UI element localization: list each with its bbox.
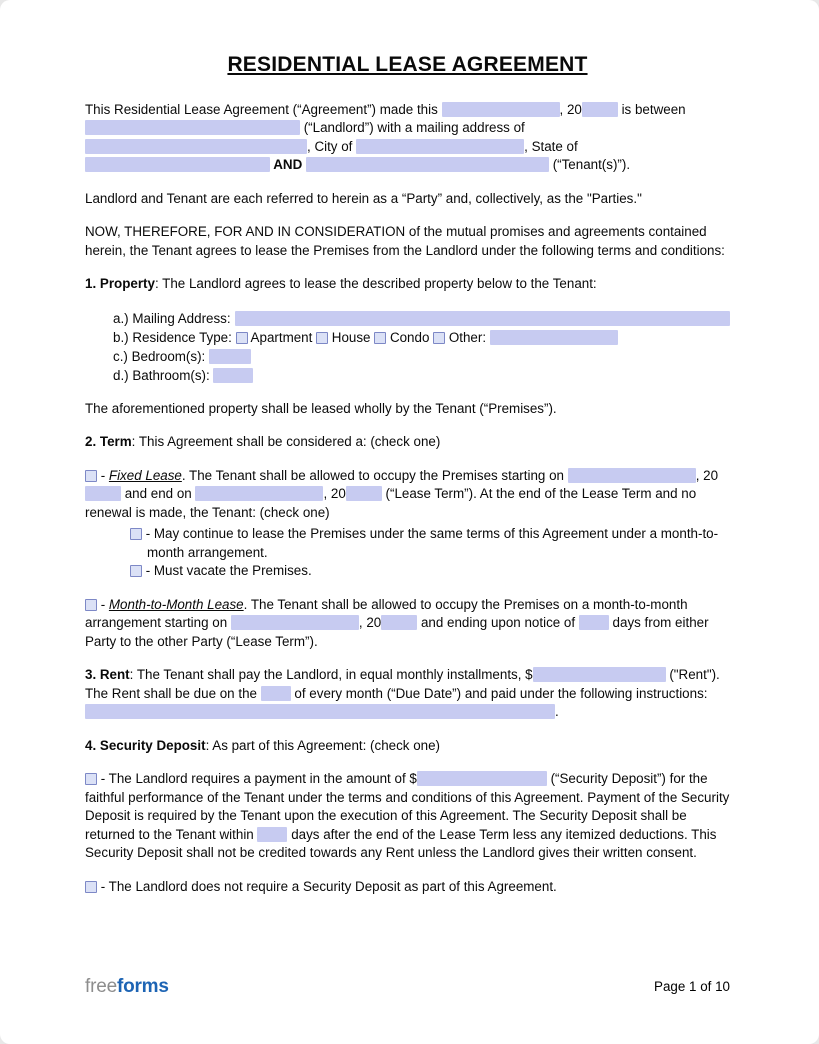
property-item-b bbox=[113, 328, 730, 347]
term-heading: 2. Term bbox=[85, 434, 132, 449]
vacate-option-text: - Must vacate the Premises. bbox=[142, 563, 312, 578]
page-number: Page 1 of 10 bbox=[654, 978, 730, 994]
landlord-address-field[interactable] bbox=[85, 139, 307, 154]
fixed-start-date-field[interactable] bbox=[568, 468, 696, 483]
fixed-lease-paragraph bbox=[85, 467, 730, 523]
property-item-d bbox=[113, 366, 730, 385]
deposit-intro-text: : As part of this Agreement: (check one) bbox=[205, 737, 441, 753]
bathrooms-label: d.) Bathroom(s): bbox=[113, 367, 214, 383]
mailing-address-label: a.) Mailing Address: bbox=[113, 310, 231, 326]
fixed-lease-text-5: (“Lease Term”). At the end of the Lease Term and no renewal is made, the Tenant: (check one) bbox=[85, 486, 697, 520]
premises-note-paragraph: The aforementioned property shall be leased wholly by the Tenant (“Premises”). bbox=[85, 400, 557, 416]
brand-forms-text: forms bbox=[116, 975, 169, 997]
intro-paragraph bbox=[85, 101, 730, 175]
property-intro-text: : The Landlord agrees to lease the described property below to the Tenant: bbox=[154, 276, 597, 291]
fixed-lease-text-2: , 20 bbox=[695, 467, 719, 483]
apartment-label: Apartment bbox=[247, 329, 317, 345]
landlord-state-field[interactable] bbox=[85, 157, 270, 172]
condo-checkbox[interactable] bbox=[374, 332, 386, 344]
m2m-text-4: days from either Party to the other Party (“Lease Term”). bbox=[85, 615, 709, 649]
rent-text-2: ("Rent"). The Rent shall be due on the bbox=[85, 667, 720, 701]
m2m-text-1: . The Tenant shall be allowed to occupy the Premises on a month-to-month arrangement starting on bbox=[85, 596, 688, 630]
rent-text-4: . bbox=[555, 704, 559, 719]
m2m-start-date-field[interactable] bbox=[231, 615, 359, 630]
deposit-amount-field[interactable] bbox=[417, 771, 547, 786]
deposit-required-text-1: - The Landlord requires a payment in the amount of $ bbox=[97, 771, 417, 786]
m2m-dash: - bbox=[97, 596, 109, 612]
payment-instructions-field[interactable] bbox=[85, 704, 555, 719]
deposit-heading-paragraph bbox=[85, 737, 730, 756]
brand-free-text: free bbox=[85, 975, 117, 997]
property-heading: 1. Property bbox=[85, 276, 155, 291]
month-to-month-paragraph bbox=[85, 596, 730, 652]
agreement-day-field[interactable] bbox=[442, 102, 560, 117]
deposit-required-paragraph bbox=[85, 770, 730, 863]
deposit-heading: 4. Security Deposit bbox=[85, 737, 206, 753]
intro-text-and: AND bbox=[270, 157, 306, 172]
house-label: House bbox=[328, 329, 375, 345]
month-to-month-checkbox[interactable] bbox=[85, 599, 97, 611]
document-title: RESIDENTIAL LEASE AGREEMENT bbox=[227, 53, 588, 76]
continue-month-to-month-checkbox[interactable] bbox=[130, 528, 142, 540]
m2m-text-2: , 20 bbox=[358, 615, 382, 630]
m2m-notice-days-field[interactable] bbox=[579, 615, 609, 630]
condo-label: Condo bbox=[386, 329, 434, 345]
rent-heading: 3. Rent bbox=[85, 667, 130, 682]
term-heading-paragraph bbox=[85, 433, 730, 452]
landlord-name-field[interactable] bbox=[85, 120, 300, 135]
intro-text-3: is between bbox=[617, 101, 686, 117]
property-list bbox=[113, 309, 730, 385]
m2m-start-year-field[interactable] bbox=[381, 615, 417, 630]
rent-amount-field[interactable] bbox=[533, 667, 666, 682]
continue-option-text: - May continue to lease the Premises under the same terms of this Agreement under a month-to-month arrangement. bbox=[142, 526, 719, 560]
fixed-lease-option-vacate bbox=[130, 562, 730, 581]
residence-type-label: b.) Residence Type: bbox=[113, 329, 236, 345]
bedrooms-label: c.) Bedroom(s): bbox=[113, 348, 209, 364]
no-deposit-checkbox[interactable] bbox=[85, 881, 97, 893]
month-to-month-label: Month-to-Month Lease bbox=[108, 596, 244, 612]
deposit-required-text-2: (“Security Deposit”) for the faithful performance of the Tenant under the terms and conditions of this Agreement. Payment of the Security Deposit is required by the Tenant upon the execution of this Agreement. The Security Deposit shall be returned to the Tenant within bbox=[85, 771, 730, 842]
freeforms-logo bbox=[85, 975, 169, 997]
fixed-lease-text-3: and end on bbox=[121, 486, 196, 501]
property-heading-paragraph bbox=[85, 275, 730, 294]
rent-text-1: : The Tenant shall pay the Landlord, in equal monthly installments, $ bbox=[129, 667, 533, 682]
page-footer bbox=[85, 975, 730, 997]
intro-text-5: , City of bbox=[307, 138, 357, 154]
deposit-required-text-3: days after the end of the Lease Term less any itemized deductions. This Security Deposit shall not be credited towards any Rent unless the Landlord gives their written consent. bbox=[85, 826, 717, 860]
term-intro-text: : This Agreement shall be considered a: (check one) bbox=[131, 434, 441, 449]
intro-text-1: This Residential Lease Agreement (“Agreement”) made this bbox=[85, 101, 442, 117]
consideration-paragraph: NOW, THEREFORE, FOR AND IN CONSIDERATION of the mutual promises and agreements contained herein, the Tenant agrees to lease the Premises from the Landlord under the following terms and conditions: bbox=[85, 224, 725, 258]
no-deposit-text: - The Landlord does not require a Security Deposit as part of this Agreement. bbox=[97, 878, 557, 894]
fixed-start-year-field[interactable] bbox=[85, 486, 121, 501]
agreement-year-field[interactable] bbox=[582, 102, 618, 117]
other-label: Other: bbox=[445, 329, 490, 345]
vacate-premises-checkbox[interactable] bbox=[130, 565, 142, 577]
intro-text-2: , 20 bbox=[559, 101, 582, 117]
no-deposit-paragraph bbox=[85, 878, 730, 897]
bathrooms-field[interactable] bbox=[213, 368, 253, 383]
house-checkbox[interactable] bbox=[316, 332, 328, 344]
fixed-lease-option-continue bbox=[130, 525, 730, 562]
fixed-lease-label: Fixed Lease bbox=[108, 467, 182, 483]
parties-paragraph: Landlord and Tenant are each referred to herein as a “Party” and, collectively, as the "Parties." bbox=[85, 190, 642, 206]
other-residence-field[interactable] bbox=[490, 330, 618, 345]
fixed-lease-checkbox[interactable] bbox=[85, 470, 97, 482]
fixed-lease-text-4: , 20 bbox=[323, 486, 346, 501]
property-item-a bbox=[113, 309, 730, 328]
m2m-text-3: and ending upon notice of bbox=[417, 615, 579, 630]
fixed-end-date-field[interactable] bbox=[195, 486, 323, 501]
deposit-return-days-field[interactable] bbox=[257, 827, 287, 842]
fixed-lease-text-1: . The Tenant shall be allowed to occupy the Premises starting on bbox=[181, 467, 568, 483]
other-checkbox[interactable] bbox=[433, 332, 445, 344]
tenant-names-field[interactable] bbox=[306, 157, 549, 172]
intro-text-4: (“Landlord”) with a mailing address of bbox=[300, 120, 525, 135]
property-item-c bbox=[113, 347, 730, 366]
intro-text-8: (“Tenant(s)”). bbox=[548, 157, 631, 172]
mailing-address-field[interactable] bbox=[235, 311, 730, 326]
rent-due-day-field[interactable] bbox=[261, 686, 291, 701]
intro-text-6: , State of bbox=[524, 138, 578, 154]
rent-paragraph bbox=[85, 666, 730, 722]
fixed-end-year-field[interactable] bbox=[346, 486, 382, 501]
deposit-required-checkbox[interactable] bbox=[85, 773, 97, 785]
apartment-checkbox[interactable] bbox=[236, 332, 248, 344]
bedrooms-field[interactable] bbox=[209, 349, 251, 364]
fixed-lease-dash: - bbox=[97, 467, 109, 483]
rent-text-3: of every month (“Due Date”) and paid under the following instructions: bbox=[290, 685, 708, 701]
landlord-city-field[interactable] bbox=[356, 139, 524, 154]
